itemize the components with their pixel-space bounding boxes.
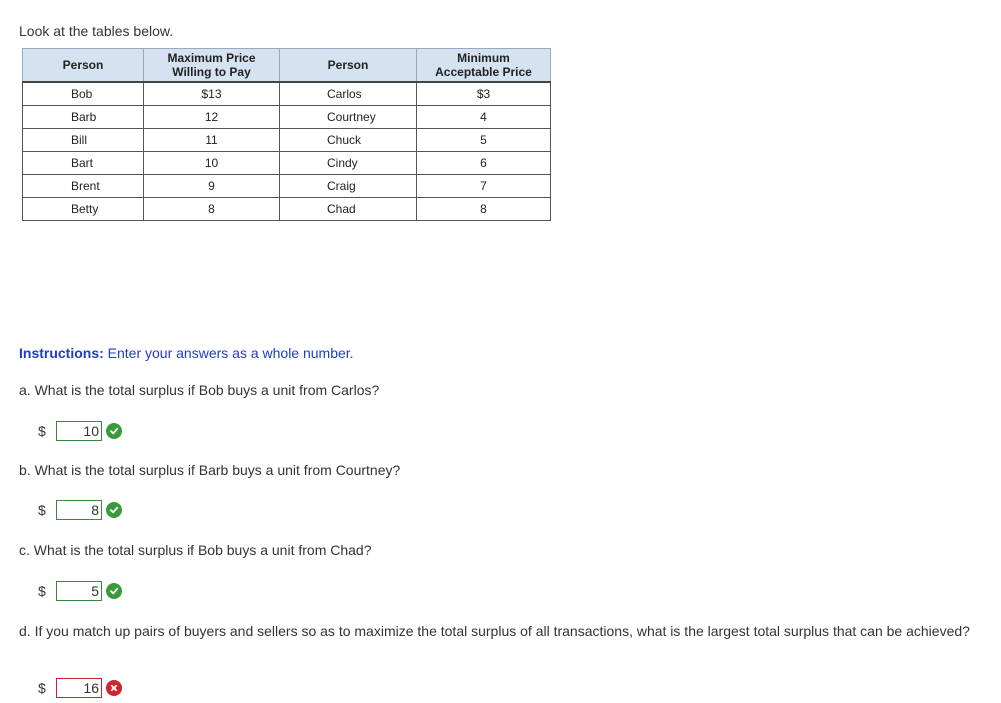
table-row: [23, 152, 551, 175]
min-price-cell: 6: [417, 152, 551, 175]
header-buyer: Person: [23, 49, 144, 83]
answer-a-input[interactable]: [56, 421, 102, 441]
answer-d-input[interactable]: [56, 678, 102, 698]
currency-symbol: $: [38, 502, 46, 518]
buyer-cell: Betty: [23, 198, 144, 221]
min-price-cell: 8: [417, 198, 551, 221]
instructions: [19, 345, 354, 361]
header-max-price-line2: Willing to Pay: [172, 65, 251, 79]
question-b-text: b. What is the total surplus if Barb buys a unit from Courtney?: [19, 462, 401, 478]
max-price-cell: 8: [144, 198, 280, 221]
table-row: [23, 198, 551, 221]
max-price-cell: 10: [144, 152, 280, 175]
min-price-cell: $3: [417, 82, 551, 106]
table-row: [23, 175, 551, 198]
question-a-text: a. What is the total surplus if Bob buys a unit from Carlos?: [19, 382, 380, 398]
answer-d: [38, 677, 122, 699]
buyer-cell: Bill: [23, 129, 144, 152]
seller-cell: Chuck: [280, 129, 417, 152]
answer-a: [38, 420, 122, 442]
table-row: [23, 106, 551, 129]
header-min-price-line2: Acceptable Price: [435, 65, 532, 79]
seller-cell: Cindy: [280, 152, 417, 175]
max-price-cell: 11: [144, 129, 280, 152]
header-min-price-line1: Minimum: [457, 51, 510, 65]
table-row: [23, 82, 551, 106]
seller-cell: Carlos: [280, 82, 417, 106]
seller-cell: Craig: [280, 175, 417, 198]
buyer-cell: Bob: [23, 82, 144, 106]
instructions-text: Enter your answers as a whole number.: [103, 345, 354, 361]
min-price-cell: 7: [417, 175, 551, 198]
currency-symbol: $: [38, 680, 46, 696]
currency-symbol: $: [38, 423, 46, 439]
header-seller: Person: [280, 49, 417, 83]
check-circle-icon: [106, 423, 122, 439]
answer-c-input[interactable]: [56, 581, 102, 601]
answer-c: [38, 580, 122, 602]
seller-cell: Chad: [280, 198, 417, 221]
max-price-cell: 9: [144, 175, 280, 198]
x-circle-icon: [106, 680, 122, 696]
answer-b: [38, 499, 122, 521]
price-table: [22, 48, 551, 221]
table-row: [23, 129, 551, 152]
header-max-price-line1: Maximum Price: [167, 51, 256, 65]
question-c-text: c. What is the total surplus if Bob buys a unit from Chad?: [19, 542, 372, 558]
min-price-cell: 4: [417, 106, 551, 129]
buyer-cell: Barb: [23, 106, 144, 129]
question-d-text: d. If you match up pairs of buyers and sellers so as to maximize the total surplus of all transactions, what is the largest total surplus that can be achieved?: [19, 623, 970, 639]
seller-cell: Courtney: [280, 106, 417, 129]
buyer-cell: Brent: [23, 175, 144, 198]
header-min-price: [417, 49, 551, 83]
min-price-cell: 5: [417, 129, 551, 152]
answer-b-input[interactable]: [56, 500, 102, 520]
buyer-cell: Bart: [23, 152, 144, 175]
currency-symbol: $: [38, 583, 46, 599]
check-circle-icon: [106, 502, 122, 518]
table-header-row: [23, 49, 551, 83]
instructions-label: Instructions:: [19, 345, 104, 361]
max-price-cell: 12: [144, 106, 280, 129]
intro-text: Look at the tables below.: [19, 23, 174, 39]
check-circle-icon: [106, 583, 122, 599]
max-price-cell: $13: [144, 82, 280, 106]
header-max-price: [144, 49, 280, 83]
